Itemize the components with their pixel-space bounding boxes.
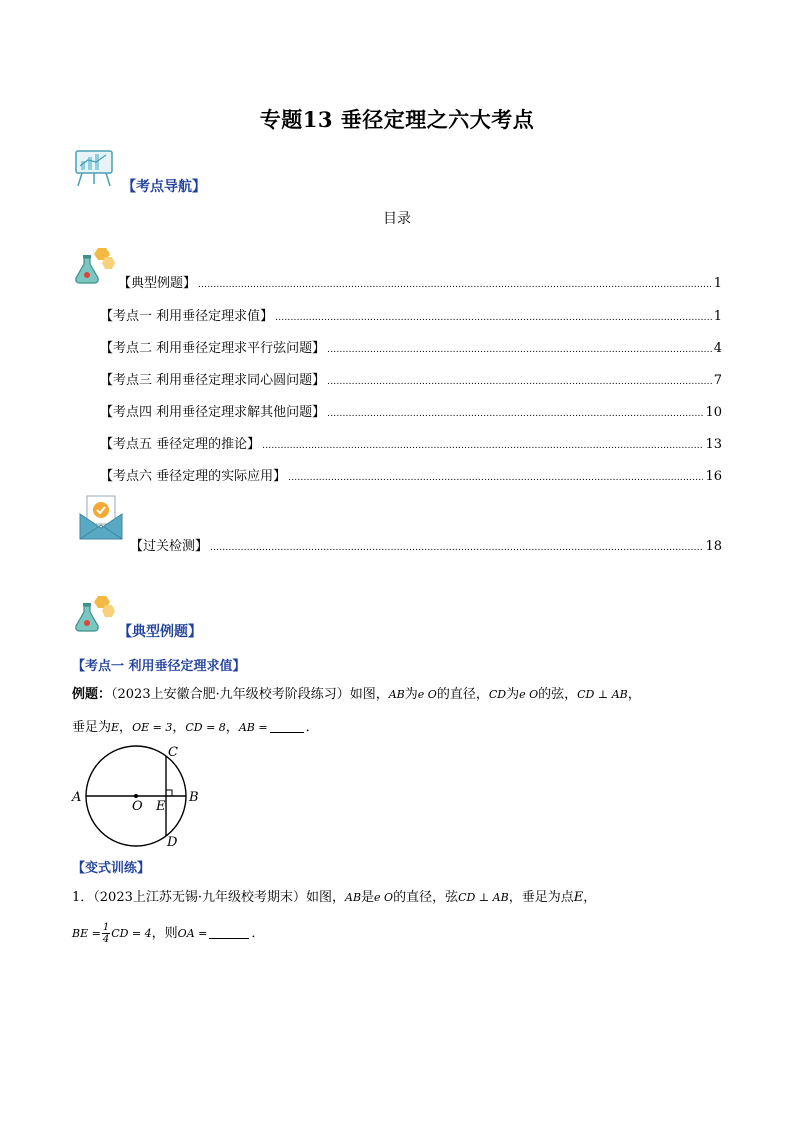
toc-entry-typical-examples[interactable] [118,272,722,292]
toc-entry-label: 【典型例题】 [118,276,197,291]
flask-icon [72,594,116,634]
question-1-line-2: BE = $\frac{1}{4}$ CD = 4，则OA = ． [72,922,265,945]
section-title: 【典型例题】 [118,624,202,640]
toc-entry-label: 【考点六 垂径定理的实际应用】 [100,469,287,484]
flask-icon [72,246,116,286]
toc-leader-dots [198,280,712,290]
toc-entry-page: 10 [705,405,722,420]
toc-entry-label: 【考点四 利用垂径定理求解其他问题】 [100,405,326,420]
label-b: B [189,790,199,805]
toc-entry-page: 1 [713,276,722,291]
circle-diagram [70,742,210,850]
label-a: A [72,790,82,805]
toc-entry-page: 13 [705,437,722,452]
check-envelope-icon [78,494,124,542]
toc-leader-dots [327,409,703,419]
fraction: $\frac{1}{4}$ [102,922,110,945]
toc-leader-dots [327,377,712,387]
label-d: D [167,835,178,850]
toc-leader-dots [210,543,703,553]
label-c: C [168,745,178,760]
toc-entry-kaodian-4[interactable] [100,401,722,421]
toc-entry-kaodian-1[interactable] [100,305,722,325]
toc-entry-kaodian-3[interactable] [100,369,722,389]
practice-heading: 【变式训练】 [72,861,151,876]
toc-entry-label: 【考点一 利用垂径定理求值】 [100,309,274,324]
example-source: （2023上安徽合肥·九年级校考阶段练习）如图， [111,687,389,702]
example-line-1: 例题：（2023上安徽合肥·九年级校考阶段练习）如图，AB为e O的直径，CD为e O的弦，CD ⊥ AB， [72,687,641,702]
question-1-line-1: 1．（2023上江苏无锡·九年级校考期末）如图，AB是e O的直径，弦CD ⊥ AB，垂足为点E， [72,890,597,905]
toc-leader-dots [288,473,703,483]
toc-entry-label: 【考点三 利用垂径定理求同心圆问题】 [100,373,326,388]
toc-entry-page: 18 [705,539,722,554]
easel-chart-icon [72,148,118,188]
toc-entry-kaodian-2[interactable] [100,337,722,357]
label-e: E [156,799,166,814]
example-line-2: 垂足为E，OE = 3，CD = 8，AB = ． [72,720,319,735]
toc-entry-label: 【过关检测】 [130,539,209,554]
label-o: O [132,799,143,814]
right-angle-mark [166,790,172,796]
answer-blank[interactable] [270,718,304,733]
toc-entry-final-check[interactable] [130,535,722,555]
toc-leader-dots [327,345,712,355]
nav-title: 【考点导航】 [122,179,206,195]
toc-entry-page: 16 [705,469,722,484]
toc-entry-page: 7 [713,373,722,388]
example-prefix: 例题： [72,687,112,702]
toc-leader-dots [275,313,712,323]
toc-entry-label: 【考点二 利用垂径定理求平行弦问题】 [100,341,326,356]
toc-entry-kaodian-5[interactable] [100,433,722,453]
toc-entry-page: 4 [713,341,722,356]
toc-heading: 目录 [383,211,411,227]
center-point [134,794,138,798]
toc-entry-label: 【考点五 垂径定理的推论】 [100,437,261,452]
toc-leader-dots [262,441,703,451]
kaodian-heading: 【考点一 利用垂径定理求值】 [72,659,246,674]
toc-entry-kaodian-6[interactable] [100,465,722,485]
toc-entry-page: 1 [713,309,722,324]
answer-blank[interactable] [209,924,249,939]
page-title: 专题13 垂径定理之六大考点 [259,107,535,132]
